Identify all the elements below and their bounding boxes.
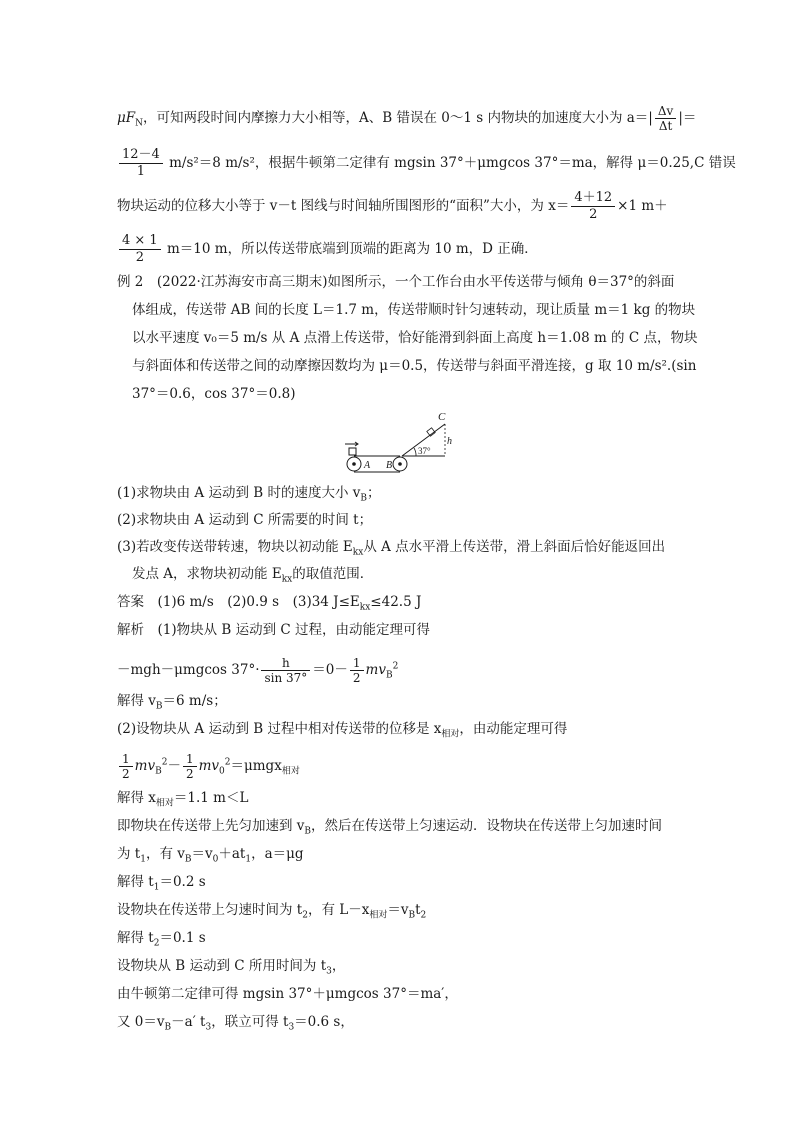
text: m＝10 m，所以传送带底端到顶端的距离为 10 m，D 正确．: [162, 241, 538, 257]
text: ×1 m＋: [617, 198, 668, 214]
solution-line-1: [117, 104, 696, 133]
subscript: 2: [153, 938, 160, 949]
example-line-1: 例 2 (2022·江苏海安市高三期末)如图所示，一个工作台由水平传送带与倾角 θ＝37°的斜面: [117, 274, 675, 290]
text: ＝1.1 m＜L: [173, 790, 249, 806]
label-c: C: [438, 411, 446, 423]
denominator: 2: [135, 250, 144, 265]
question-1: [117, 484, 381, 508]
superscript: 2: [224, 757, 231, 768]
numerator: 4 × 1: [119, 233, 161, 250]
text: －mgh－μmgcos 37°·: [117, 662, 260, 678]
text: mv: [198, 758, 220, 774]
subscript: kx: [359, 602, 371, 613]
subscript: 1: [153, 882, 160, 893]
subscript: B: [155, 701, 163, 712]
fraction: [261, 656, 310, 685]
analysis-line-8: [117, 845, 304, 869]
text: 物块运动的位移大小等于 v－t 图线与时间轴所围图形的“面积”大小，为 x＝: [117, 198, 570, 214]
subscript: B: [184, 854, 192, 865]
fraction: [183, 752, 197, 781]
subscript: B: [408, 910, 416, 921]
text: 即物块在传送带上先匀加速到 v: [117, 818, 305, 834]
subscript: 相对: [281, 766, 300, 777]
subscript: 2: [302, 910, 308, 921]
analysis-line-14: [117, 1013, 354, 1037]
subscript: kx: [281, 574, 293, 585]
text: (2)设物块从 A 运动到 B 过程中相对传送带的位移是 x: [117, 721, 442, 737]
analysis-equation-1: [117, 656, 398, 685]
subscript: B: [304, 826, 312, 837]
analysis-equation-2: [117, 752, 300, 781]
text: 为 t: [117, 846, 141, 862]
text: ＝v: [387, 902, 409, 918]
subscript: kx: [352, 547, 364, 558]
superscript: 2: [392, 661, 399, 672]
question-3-line-2: [132, 565, 373, 589]
text: ，由动能定理可得: [459, 721, 568, 737]
solution-line-3: [117, 190, 668, 223]
text: 答案 (1)6 m/s (2)0.9 s (3)34 J≤E: [117, 594, 360, 610]
subscript: B: [360, 493, 368, 504]
numerator: 12－4: [119, 147, 163, 164]
answer-line: [117, 593, 421, 617]
question-3-line-1: [117, 538, 665, 562]
fraction: [655, 104, 676, 133]
denominator: 2: [122, 767, 130, 781]
subscript: 3: [205, 1022, 212, 1033]
denominator: 2: [185, 767, 194, 781]
example-line-5: 37°＝0.6，cos 37°＝0.8): [132, 386, 296, 402]
subscript: 0: [219, 766, 225, 777]
text: ＝0.6 s，: [294, 1014, 354, 1030]
label-h: h: [447, 436, 452, 447]
label-a: A: [364, 460, 371, 471]
numerator: 4＋12: [571, 190, 615, 207]
numerator: h: [261, 656, 310, 671]
fraction: [571, 190, 615, 223]
angle-arc: [414, 448, 416, 456]
text: ，联立可得 t: [211, 1014, 289, 1030]
subscript: 0: [212, 854, 219, 865]
subscript: B: [155, 766, 162, 777]
text: ，有 L－x: [307, 902, 370, 918]
subscript: B: [164, 1022, 172, 1033]
text: 解得 x: [117, 790, 156, 806]
subscript: 相对: [155, 798, 174, 809]
solution-line-2: [117, 147, 736, 180]
text: 发点 A，求物块初动能 E: [132, 566, 282, 582]
subscript: 3: [326, 966, 332, 977]
analysis-line-6: [117, 789, 248, 813]
subscript: B: [385, 670, 393, 681]
text: mv: [134, 758, 156, 774]
text: 解得 v: [117, 693, 156, 709]
block: [349, 448, 356, 455]
numerator: 1: [119, 752, 133, 767]
analysis-line-12: [117, 957, 345, 981]
subscript: 3: [288, 1022, 295, 1033]
text: ＝v: [191, 846, 213, 862]
text: |＝: [678, 110, 697, 126]
text: ；: [367, 485, 381, 501]
text: ＝0.1 s: [159, 930, 206, 946]
text: 的取值范围．: [292, 566, 374, 582]
text: 解得 t: [117, 874, 154, 890]
text: 又 0＝v: [117, 1014, 165, 1030]
text: －: [167, 758, 181, 774]
text: ，: [331, 958, 346, 974]
text: t: [415, 902, 421, 918]
text: 设物块在传送带上匀速时间为 t: [117, 902, 303, 918]
conveyor-incline-figure: [340, 406, 470, 484]
pulley-b-axle: [398, 462, 402, 466]
text: μF: [117, 110, 136, 126]
text: 从 A 点水平滑上传送带，滑上斜面后恰好能返回出: [363, 539, 666, 555]
example-line-4: 与斜面体和传送带之间的动摩擦因数均为 μ＝0.5，传送带与斜面平滑连接，g 取 10 m/s².(sin: [132, 358, 697, 374]
subscript: 2: [420, 910, 427, 921]
text: ≤42.5 J: [370, 594, 422, 610]
numerator: Δv: [655, 104, 676, 119]
denominator: sin 37°: [264, 671, 308, 685]
text: ＝0.2 s: [159, 874, 206, 890]
denominator: 1: [136, 164, 146, 179]
denominator: Δt: [658, 119, 673, 133]
fraction: [119, 233, 161, 266]
text: (3)若改变传送带转速，物块以初动能 E: [117, 539, 353, 555]
analysis-line-4: [117, 720, 567, 744]
example-line-2: 体组成，传送带 AB 间的长度 L＝1.7 m，传送带顺时针匀速转动，现让质量 m＝1 kg 的物块: [132, 302, 696, 318]
fraction: [350, 656, 364, 685]
analysis-line-13: 由牛顿第二定律可得 mgsin 37°＋μmgcos 37°＝ma′，: [117, 986, 458, 1002]
analysis-line-11: [117, 929, 206, 953]
subscript: 相对: [441, 729, 460, 740]
analysis-line-1: 解析 (1)物块从 B 运动到 C 过程，由动能定理可得: [117, 622, 431, 638]
fraction: [119, 147, 163, 180]
solution-line-4: [117, 233, 538, 266]
text: 设物块从 B 运动到 C 所用时间为 t: [117, 958, 327, 974]
text: 解得 t: [117, 930, 154, 946]
fraction: [119, 752, 133, 781]
subscript: 1: [245, 854, 252, 865]
text: ＝0－: [312, 662, 348, 678]
analysis-line-9: [117, 873, 206, 897]
text: ，有 v: [145, 846, 185, 862]
superscript: 2: [161, 757, 168, 768]
denominator: 2: [589, 207, 598, 222]
analysis-line-7: [117, 817, 662, 841]
text: ，可知两段时间内摩擦力大小相等，A、B 错误在 0～1 s 内物块的加速度大小为 a＝|: [143, 110, 653, 126]
numerator: 1: [183, 752, 197, 767]
subscript: 相对: [369, 910, 388, 921]
question-2: (2)求物块由 A 运动到 C 所需要的时间 t；: [117, 512, 373, 528]
analysis-line-10: [117, 901, 426, 925]
label-b: B: [386, 460, 393, 471]
subscript: N: [135, 118, 144, 129]
analysis-line-3: [117, 692, 227, 716]
text: mv: [365, 662, 386, 678]
text: m/s²＝8 m/s²，根据牛顿第二定律有 mgsin 37°＋μmgcos 37°＝ma，解得 μ＝0.25,C 错误: [164, 155, 736, 171]
text: ，然后在传送带上匀速运动．设物块在传送带上匀加速时间: [311, 818, 663, 834]
example-line-3: 以水平速度 v₀＝5 m/s 从 A 点滑上传送带，恰好能滑到斜面上高度 h＝1.08 m 的 C 点，物块: [132, 330, 698, 346]
numerator: 1: [350, 656, 364, 671]
subscript: 1: [140, 854, 146, 865]
pulley-a-axle: [352, 462, 356, 466]
text: ＝6 m/s；: [162, 693, 227, 709]
denominator: 2: [352, 671, 361, 685]
text: ＝μmgx: [230, 758, 282, 774]
text: (1)求物块由 A 运动到 B 时的速度大小 v: [117, 485, 361, 501]
text: ，a＝μg: [251, 846, 304, 862]
text: ＋at: [218, 846, 246, 862]
text: －a′ t: [171, 1014, 206, 1030]
label-angle: 37°: [418, 446, 431, 456]
